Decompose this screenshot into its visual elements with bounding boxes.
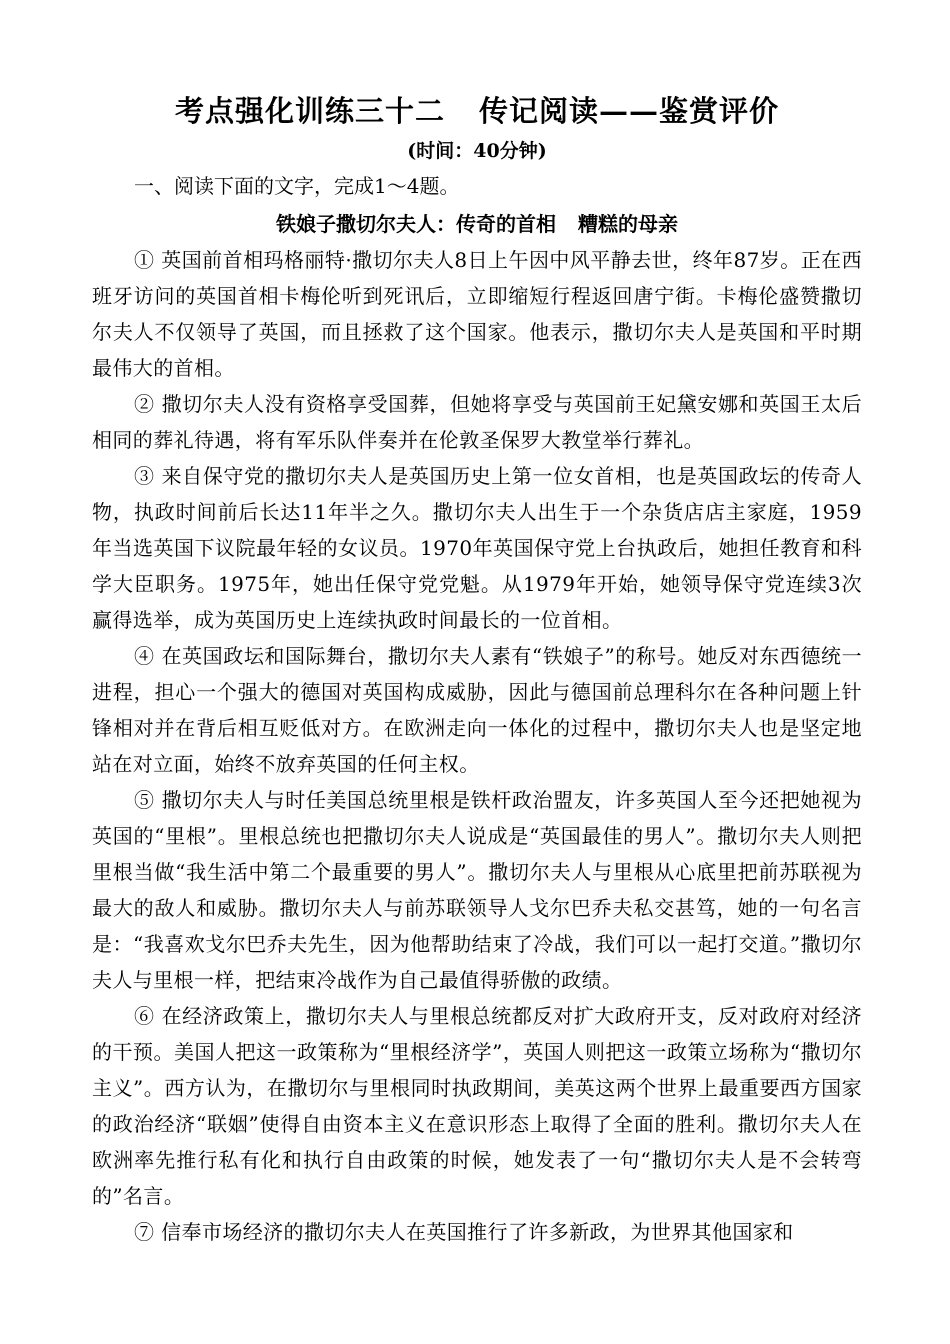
paragraph-4: ④ 在英国政坛和国际舞台，撒切尔夫人素有“铁娘子”的称号。她反对东西德统一进程，担心一个强大的德国对英国构成威胁，因此与德国前总理科尔在各种问题上针锋相对并在背后相互贬低对方。在欧洲走向一体化的过程中，撒切尔夫人也是坚定地站在对立面，始终不放弃英国的任何主权。 xyxy=(92,644,862,776)
title-part-1: 考点强化训练三十二 xyxy=(174,94,445,128)
paragraph-6: ⑥ 在经济政策上，撒切尔夫人与里根总统都反对扩大政府开支，反对政府对经济的干预。美国人把这一政策称为“里根经济学”，英国人则把这一政策立场称为“撒切尔主义”。西方认为，在撒切尔与里根同时执政期间，美英这两个世界上最重要西方国家的政治经济“联姻”使得自由资本主义在意识形态上取得了全面的胜利。撒切尔夫人在欧洲率先推行私有化和执行自由政策的时候，她发表了一句“撒切尔夫人是不会转弯的”名言。 xyxy=(92,1004,862,1208)
paragraph-2: ② 撒切尔夫人没有资格享受国葬，但她将享受与英国前王妃黛安娜和英国王太后相同的葬礼待遇，将有军乐队伴奏并在伦敦圣保罗大教堂举行葬礼。 xyxy=(92,392,862,452)
paragraph-3: ③ 来自保守党的撒切尔夫人是英国历史上第一位女首相，也是英国政坛的传奇人物，执政时间前后长达11年半之久。撒切尔夫人出生于一个杂货店店主家庭，1959年当选英国下议院最年轻的女议员。1970年英国保守党上台执政后，她担任教育和科学大臣职务。1975年，她出任保守党党魁。从1979年开始，她领导保守党连续3次赢得选举，成为英国历史上连续执政时间最长的一位首相。 xyxy=(92,464,862,632)
time-limit: (时间：40分钟) xyxy=(407,140,547,162)
title-part-2: 传记阅读——鉴赏评价 xyxy=(479,94,780,128)
document-page xyxy=(92,88,862,1250)
question-instruction: 一、阅读下面的文字，完成1～4题。 xyxy=(134,174,460,198)
article-title-part-1: 铁娘子撒切尔夫人：传奇的首相 xyxy=(276,212,556,236)
paragraph-1: ① 英国前首相玛格丽特·撒切尔夫人8日上午因中风平静去世，终年87岁。正在西班牙访问的英国首相卡梅伦听到死讯后，立即缩短行程返回唐宁街。卡梅伦盛赞撒切尔夫人不仅领导了英国，而且拯救了这个国家。他表示，撒切尔夫人是英国和平时期最伟大的首相。 xyxy=(92,248,862,380)
paragraph-7: ⑦ 信奉市场经济的撒切尔夫人在英国推行了许多新政，为世界其他国家和 xyxy=(134,1220,794,1244)
article-title xyxy=(92,206,862,242)
paragraph-5: ⑤ 撒切尔夫人与时任美国总统里根是铁杆政治盟友，许多英国人至今还把她视为英国的“里根”。里根总统也把撒切尔夫人说成是“英国最佳的男人”。撒切尔夫人则把里根当做“我生活中第二个最重要的男人”。撒切尔夫人与里根从心底里把前苏联视为最大的敌人和威胁。撒切尔夫人与前苏联领导人戈尔巴乔夫私交甚笃，她的一句名言是：“我喜欢戈尔巴乔夫先生，因为他帮助结束了冷战，我们可以一起打交道。”撒切尔夫人与里根一样，把结束冷战作为自己最值得骄傲的政绩。 xyxy=(92,788,862,992)
article-title-part-2: 糟糕的母亲 xyxy=(578,212,678,236)
page-title xyxy=(92,88,862,134)
